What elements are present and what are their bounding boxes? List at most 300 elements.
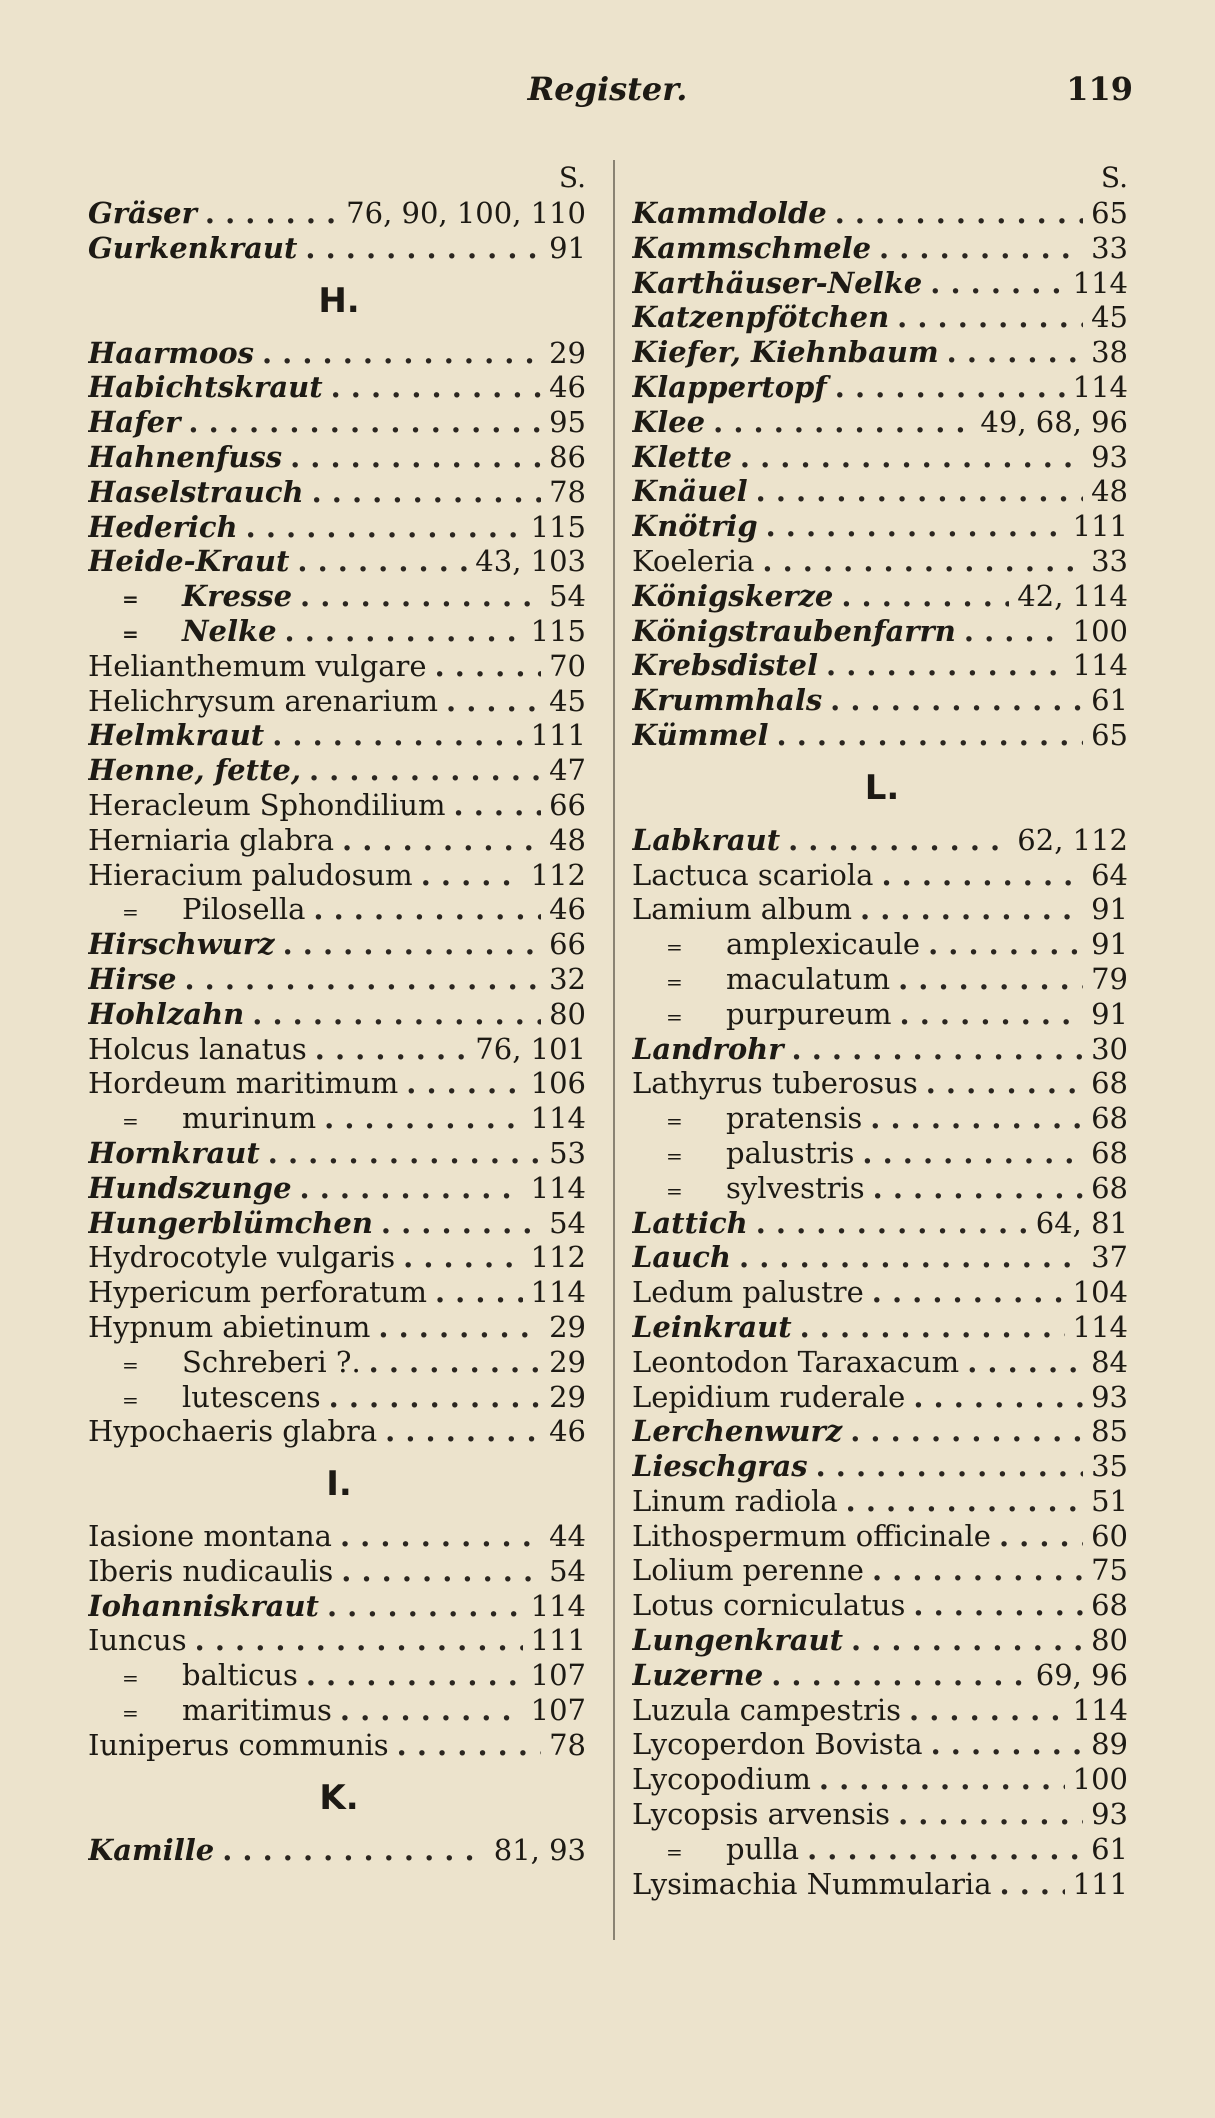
entry-pages: 111 bbox=[1072, 509, 1128, 544]
entry-term bbox=[88, 1206, 373, 1241]
entry-term bbox=[88, 788, 446, 823]
leader-dots bbox=[283, 927, 542, 962]
entry-term bbox=[632, 1727, 923, 1762]
entry-term bbox=[88, 1275, 427, 1310]
entry-term bbox=[88, 718, 264, 753]
entry-term-text: lutescens bbox=[182, 1379, 321, 1414]
entry-pages: 104 bbox=[1072, 1275, 1128, 1310]
index-entry bbox=[632, 1797, 1132, 1832]
entry-term bbox=[88, 1310, 370, 1345]
entry-term-text: Hungerblümchen bbox=[88, 1205, 373, 1240]
index-entry bbox=[632, 440, 1132, 475]
entry-term-text: Hordeum maritimum bbox=[88, 1066, 399, 1101]
entry-pages: 114 bbox=[1072, 369, 1128, 404]
entry-term-text: Kammschmele bbox=[632, 230, 872, 265]
entry-term bbox=[88, 927, 275, 962]
entry-term-text: Lolium perenne bbox=[632, 1553, 864, 1588]
entry-term-text: Haselstrauch bbox=[88, 474, 304, 509]
entry-term bbox=[632, 1206, 748, 1241]
entry-pages: 35 bbox=[1091, 1449, 1128, 1484]
entry-term bbox=[632, 266, 922, 301]
entry-pages: 46 bbox=[549, 1414, 586, 1449]
leader-dots bbox=[807, 1832, 1083, 1867]
entry-term bbox=[632, 1519, 991, 1554]
leader-dots bbox=[381, 1206, 541, 1241]
index-entry bbox=[632, 683, 1132, 718]
leader-dots bbox=[306, 1658, 523, 1693]
leader-dots bbox=[195, 1623, 523, 1658]
entry-pages: 46 bbox=[549, 892, 586, 927]
entry-term bbox=[632, 1240, 731, 1275]
entry-term-text: sylvestris bbox=[726, 1170, 865, 1205]
entry-term bbox=[88, 1623, 187, 1658]
entry-term-text: Holcus lanatus bbox=[88, 1031, 307, 1066]
leader-dots bbox=[369, 1345, 541, 1380]
entry-term bbox=[88, 405, 180, 440]
leader-dots bbox=[850, 1414, 1083, 1449]
entry-term-text: Königstraubenfarrn bbox=[632, 613, 956, 648]
index-entry bbox=[632, 335, 1132, 370]
entry-term-text: Hahnenfuss bbox=[88, 439, 283, 474]
entry-term bbox=[632, 335, 939, 370]
entry-term bbox=[88, 196, 197, 231]
index-entry bbox=[632, 927, 1132, 962]
entry-term-text: Hypnum abietinum bbox=[88, 1309, 371, 1344]
leader-dots bbox=[819, 1762, 1065, 1797]
entry-pages: 107 bbox=[530, 1693, 586, 1728]
entry-pages: 114 bbox=[1072, 1692, 1128, 1727]
entry-pages: 33 bbox=[1091, 543, 1128, 578]
index-entry bbox=[88, 927, 590, 962]
entry-term-text: Katzenpfötchen bbox=[632, 300, 890, 335]
entry-pages: 115 bbox=[530, 509, 586, 544]
entry-pages: 114 bbox=[1072, 265, 1128, 300]
leader-dots bbox=[762, 544, 1083, 579]
entry-pages: 54 bbox=[549, 579, 586, 614]
index-entry bbox=[632, 648, 1132, 683]
entry-term-text: Lungenkraut bbox=[632, 1623, 844, 1658]
index-entry bbox=[88, 1136, 590, 1171]
entry-term-text: Lycopodium bbox=[632, 1762, 811, 1797]
index-entry bbox=[632, 892, 1132, 927]
entry-pages: 80 bbox=[549, 996, 586, 1031]
leader-dots bbox=[879, 231, 1083, 266]
entry-pages: 45 bbox=[1091, 300, 1128, 335]
entry-pages: 93 bbox=[1091, 439, 1128, 474]
entry-pages: 111 bbox=[530, 718, 586, 753]
entry-pages: 29 bbox=[549, 1309, 586, 1344]
entry-term bbox=[632, 544, 754, 579]
leader-dots bbox=[788, 823, 1009, 858]
column-divider bbox=[613, 160, 615, 1940]
index-entry bbox=[88, 788, 590, 823]
entry-pages: 61 bbox=[1091, 683, 1128, 718]
index-entry bbox=[88, 370, 590, 405]
entry-term-text: pratensis bbox=[726, 1101, 863, 1136]
entry-pages: 65 bbox=[1091, 196, 1128, 230]
index-entry bbox=[632, 1345, 1132, 1380]
index-entry bbox=[632, 1727, 1132, 1762]
entry-pages: 111 bbox=[1072, 1866, 1128, 1901]
entry-term bbox=[88, 1414, 377, 1449]
entry-pages: 91 bbox=[1091, 996, 1128, 1031]
entry-pages: 29 bbox=[549, 1344, 586, 1379]
entry-term bbox=[632, 997, 892, 1032]
entry-term-text: Klee bbox=[632, 404, 706, 439]
entry-term-text: Lieschgras bbox=[632, 1449, 808, 1484]
entry-term bbox=[632, 1449, 808, 1484]
entry-term bbox=[88, 649, 427, 684]
leader-dots bbox=[898, 1797, 1083, 1832]
entry-term-text: Lauch bbox=[632, 1240, 732, 1275]
entry-pages: 70 bbox=[549, 648, 586, 683]
leader-dots bbox=[931, 1727, 1083, 1762]
entry-pages: 100 bbox=[1072, 1762, 1128, 1797]
entry-term-text: Lysimachia Nummularia bbox=[632, 1866, 992, 1901]
leader-dots bbox=[313, 892, 541, 927]
leader-dots bbox=[756, 474, 1083, 509]
leader-dots bbox=[406, 1066, 522, 1101]
entry-term-text: Kümmel bbox=[632, 717, 769, 752]
index-column-left bbox=[88, 160, 590, 1867]
entry-term bbox=[632, 579, 833, 614]
entry-pages: 33 bbox=[1091, 230, 1128, 265]
entry-term-text: Iuniperus communis bbox=[88, 1727, 389, 1762]
leader-dots bbox=[1000, 1867, 1065, 1902]
entry-term-text: Hundszunge bbox=[88, 1170, 292, 1205]
section-letter: H. bbox=[318, 280, 360, 321]
entry-pages: 62, 112 bbox=[1017, 822, 1128, 857]
index-entry bbox=[632, 1206, 1132, 1241]
entry-pages: 114 bbox=[530, 1170, 586, 1205]
index-entry bbox=[88, 684, 590, 719]
entry-pages: 38 bbox=[1091, 335, 1128, 370]
entry-pages: 46 bbox=[549, 370, 586, 405]
section-letter: I. bbox=[326, 1464, 352, 1505]
entry-term bbox=[88, 962, 176, 997]
entry-pages: 114 bbox=[530, 1588, 586, 1623]
entry-term-text: Lotus corniculatus bbox=[632, 1588, 906, 1623]
entry-pages: 80 bbox=[1091, 1623, 1128, 1658]
leader-dots bbox=[285, 614, 523, 649]
entry-pages: 89 bbox=[1091, 1727, 1128, 1762]
ditto-mark: = bbox=[122, 587, 139, 612]
entry-term bbox=[632, 1101, 862, 1136]
leader-dots bbox=[435, 1275, 523, 1310]
index-entry bbox=[632, 997, 1132, 1032]
entry-term-text: Lattich bbox=[632, 1205, 748, 1240]
ditto-mark: = bbox=[666, 1178, 683, 1203]
entry-term bbox=[632, 1588, 905, 1623]
entry-term bbox=[88, 1101, 316, 1136]
entry-term-text: Helianthemum vulgare bbox=[88, 648, 427, 683]
entry-pages: 112 bbox=[530, 1240, 586, 1275]
ditto-mark: = bbox=[122, 1701, 139, 1726]
leader-dots bbox=[897, 300, 1083, 335]
entry-pages: 114 bbox=[530, 1275, 586, 1310]
entry-term-text: amplexicaule bbox=[726, 927, 921, 962]
index-entry bbox=[632, 962, 1132, 997]
entry-pages: 64 bbox=[1091, 857, 1128, 892]
entry-term-text: Iasione montana bbox=[88, 1519, 332, 1554]
entry-term bbox=[632, 1136, 854, 1171]
leader-dots bbox=[272, 718, 522, 753]
entry-term-text: Labkraut bbox=[632, 822, 781, 857]
index-entry bbox=[632, 544, 1132, 579]
index-entry bbox=[88, 1623, 590, 1658]
entry-term bbox=[88, 1171, 292, 1206]
entry-term-text: Kammdolde bbox=[632, 196, 827, 230]
index-entry bbox=[632, 370, 1132, 405]
entry-term-text: Helichrysum arenarium bbox=[88, 683, 439, 718]
entry-term-text: Ledum palustre bbox=[632, 1275, 864, 1310]
entry-term-text: Klette bbox=[632, 439, 732, 474]
entry-term bbox=[632, 858, 873, 893]
entry-pages: 37 bbox=[1091, 1240, 1128, 1275]
ditto-mark: = bbox=[122, 621, 139, 646]
index-column-right bbox=[632, 160, 1132, 1901]
entry-term-text: Lathyrus tuberosus bbox=[632, 1066, 918, 1101]
leader-dots bbox=[860, 892, 1083, 927]
leader-dots bbox=[327, 1589, 523, 1624]
leader-dots bbox=[870, 1101, 1083, 1136]
leader-dots bbox=[928, 927, 1083, 962]
page-title: Register. bbox=[527, 70, 688, 108]
index-entry bbox=[88, 579, 590, 614]
index-entry bbox=[632, 196, 1132, 231]
index-entry bbox=[88, 1206, 590, 1241]
ditto-mark: = bbox=[122, 1109, 139, 1134]
index-entry bbox=[88, 718, 590, 753]
entry-pages: 32 bbox=[549, 961, 586, 996]
leader-dots bbox=[403, 1240, 522, 1275]
entry-pages: 114 bbox=[530, 1101, 586, 1136]
index-entry bbox=[88, 1101, 590, 1136]
entry-pages: 79 bbox=[1091, 961, 1128, 996]
leader-dots bbox=[268, 1136, 541, 1171]
index-entry bbox=[88, 1275, 590, 1310]
index-entry bbox=[632, 579, 1132, 614]
index-entry bbox=[632, 1832, 1132, 1867]
index-entry bbox=[632, 300, 1132, 335]
entry-term bbox=[632, 1275, 864, 1310]
leader-dots bbox=[713, 405, 972, 440]
leader-dots bbox=[297, 544, 467, 579]
entry-term-text: Lactuca scariola bbox=[632, 857, 874, 892]
leader-dots bbox=[873, 1171, 1083, 1206]
index-entry bbox=[632, 1623, 1132, 1658]
entry-pages: 29 bbox=[549, 335, 586, 370]
leader-dots bbox=[913, 1588, 1083, 1623]
entry-term bbox=[632, 648, 818, 683]
index-entry bbox=[632, 1553, 1132, 1588]
leader-dots bbox=[900, 997, 1084, 1032]
entry-term bbox=[632, 927, 920, 962]
entry-term-text: Hypericum perforatum bbox=[88, 1275, 427, 1310]
entry-term-text: balticus bbox=[182, 1658, 298, 1693]
entry-term bbox=[88, 1032, 307, 1067]
leader-dots bbox=[909, 1693, 1065, 1728]
index-entry bbox=[632, 718, 1132, 753]
leader-dots bbox=[421, 858, 523, 893]
entry-term bbox=[632, 1762, 811, 1797]
entry-term bbox=[88, 1728, 389, 1763]
index-entry bbox=[632, 1867, 1132, 1902]
entry-pages: 75 bbox=[1091, 1553, 1128, 1588]
index-entry bbox=[88, 544, 590, 579]
ditto-mark: = bbox=[122, 1352, 139, 1377]
entry-pages: 69, 96 bbox=[1035, 1657, 1128, 1692]
index-entry bbox=[632, 266, 1132, 301]
entry-pages: 78 bbox=[549, 1727, 586, 1762]
entry-term bbox=[88, 614, 277, 649]
entry-term bbox=[632, 370, 827, 405]
entry-pages: 54 bbox=[549, 1553, 586, 1588]
entry-pages: 64, 81 bbox=[1035, 1205, 1128, 1240]
entry-pages: 65 bbox=[1091, 717, 1128, 752]
index-entry bbox=[632, 231, 1132, 266]
entry-term bbox=[88, 475, 304, 510]
entry-pages: 86 bbox=[549, 439, 586, 474]
index-entry bbox=[632, 509, 1132, 544]
entry-pages: 95 bbox=[549, 405, 586, 440]
ditto-mark: = bbox=[666, 1109, 683, 1134]
entry-pages: 84 bbox=[1091, 1344, 1128, 1379]
ditto-mark: = bbox=[666, 1839, 683, 1864]
index-entry bbox=[88, 1519, 590, 1554]
entry-pages: 51 bbox=[1091, 1483, 1128, 1518]
leader-dots bbox=[841, 579, 1009, 614]
entry-term-text: Heracleum Sphondilium bbox=[88, 787, 446, 822]
leader-dots bbox=[913, 1380, 1083, 1415]
index-entry bbox=[88, 962, 590, 997]
leader-dots bbox=[964, 614, 1065, 649]
leader-dots bbox=[777, 718, 1084, 753]
entry-pages: 107 bbox=[530, 1658, 586, 1693]
entry-term bbox=[632, 892, 852, 927]
entry-term bbox=[88, 1693, 332, 1728]
entry-term bbox=[88, 544, 289, 579]
entry-term bbox=[632, 231, 871, 266]
leader-dots bbox=[290, 440, 541, 475]
entry-term-text: Hydrocotyle vulgaris bbox=[88, 1240, 396, 1275]
index-entry bbox=[632, 1171, 1132, 1206]
entry-term-text: Koeleria bbox=[632, 543, 755, 578]
entry-term bbox=[632, 1867, 992, 1902]
running-head bbox=[0, 70, 1215, 114]
entry-term-text: Klappertopf bbox=[632, 369, 827, 404]
entry-pages: 49, 68, 96 bbox=[980, 404, 1128, 439]
entry-term-text: Krebsdistel bbox=[632, 648, 819, 683]
leader-dots bbox=[766, 509, 1065, 544]
index-entry bbox=[88, 1032, 590, 1067]
entry-term bbox=[632, 962, 890, 997]
entry-term-text: Henne, fette, bbox=[88, 753, 301, 788]
entry-term-text: Luzerne bbox=[632, 1657, 764, 1692]
entry-term-text: Lamium album bbox=[632, 892, 853, 927]
index-entry bbox=[88, 1345, 590, 1380]
leader-dots bbox=[872, 1553, 1083, 1588]
leader-dots bbox=[446, 684, 541, 719]
index-entry bbox=[88, 1658, 590, 1693]
entry-pages: 68 bbox=[1091, 1170, 1128, 1205]
leader-dots bbox=[342, 823, 541, 858]
entry-pages: 68 bbox=[1091, 1588, 1128, 1623]
entry-pages: 48 bbox=[1091, 474, 1128, 509]
entry-term-text: Iohanniskraut bbox=[88, 1588, 319, 1623]
entry-term-text: Lepidium ruderale bbox=[632, 1379, 906, 1414]
index-entry bbox=[632, 858, 1132, 893]
index-entry bbox=[88, 1414, 590, 1449]
leader-dots bbox=[756, 1206, 1028, 1241]
entry-term bbox=[632, 1797, 890, 1832]
entry-term-text: Knötrig bbox=[632, 509, 758, 544]
entry-pages: 68 bbox=[1091, 1101, 1128, 1136]
entry-term-text: Haarmoos bbox=[88, 335, 254, 370]
ditto-mark: = bbox=[666, 969, 683, 994]
index-entry bbox=[88, 753, 590, 788]
index-entry bbox=[88, 649, 590, 684]
leader-dots bbox=[324, 1101, 522, 1136]
entry-term-text: Kresse bbox=[182, 579, 293, 614]
entry-pages: 100 bbox=[1072, 613, 1128, 648]
entry-term bbox=[88, 1240, 395, 1275]
leader-dots bbox=[300, 579, 541, 614]
section-letter: K. bbox=[319, 1777, 359, 1818]
entry-pages: 68 bbox=[1091, 1066, 1128, 1101]
entry-term bbox=[632, 1693, 901, 1728]
index-entry bbox=[632, 823, 1132, 858]
leader-dots bbox=[385, 1414, 541, 1449]
entry-term bbox=[632, 1380, 905, 1415]
leader-dots bbox=[826, 648, 1065, 683]
leader-dots bbox=[341, 1554, 541, 1589]
index-entry bbox=[632, 1032, 1132, 1067]
entry-term bbox=[88, 997, 244, 1032]
index-entry bbox=[88, 440, 590, 475]
index-entry bbox=[88, 475, 590, 510]
entry-term bbox=[88, 858, 413, 893]
entry-term bbox=[88, 1345, 361, 1380]
index-entry bbox=[88, 614, 590, 649]
entry-pages: 106 bbox=[530, 1066, 586, 1101]
index-entry bbox=[88, 336, 590, 371]
ditto-mark: = bbox=[122, 1666, 139, 1691]
entry-term-text: Linum radiola bbox=[632, 1483, 838, 1518]
entry-term-text: Helmkraut bbox=[88, 718, 265, 753]
entry-term bbox=[632, 683, 822, 718]
entry-term bbox=[88, 892, 305, 927]
index-entry bbox=[632, 1275, 1132, 1310]
index-entry bbox=[88, 231, 590, 266]
leader-dots bbox=[454, 788, 542, 823]
entry-term-text: Gurkenkraut bbox=[88, 230, 298, 265]
leader-dots bbox=[816, 1449, 1083, 1484]
entry-term-text: maritimus bbox=[182, 1693, 332, 1728]
leader-dots bbox=[967, 1345, 1083, 1380]
entry-pages: 85 bbox=[1091, 1414, 1128, 1449]
index-entry bbox=[88, 1171, 590, 1206]
entry-term bbox=[88, 336, 254, 371]
leader-dots bbox=[262, 336, 541, 371]
entry-term-text: Gräser bbox=[88, 196, 197, 230]
leader-dots bbox=[881, 858, 1083, 893]
entry-term-text: Schreberi ?. bbox=[182, 1344, 361, 1379]
index-entry bbox=[88, 1066, 590, 1101]
entry-pages: 91 bbox=[1091, 892, 1128, 927]
entry-term bbox=[88, 1519, 332, 1554]
ditto-mark: = bbox=[122, 1387, 139, 1412]
